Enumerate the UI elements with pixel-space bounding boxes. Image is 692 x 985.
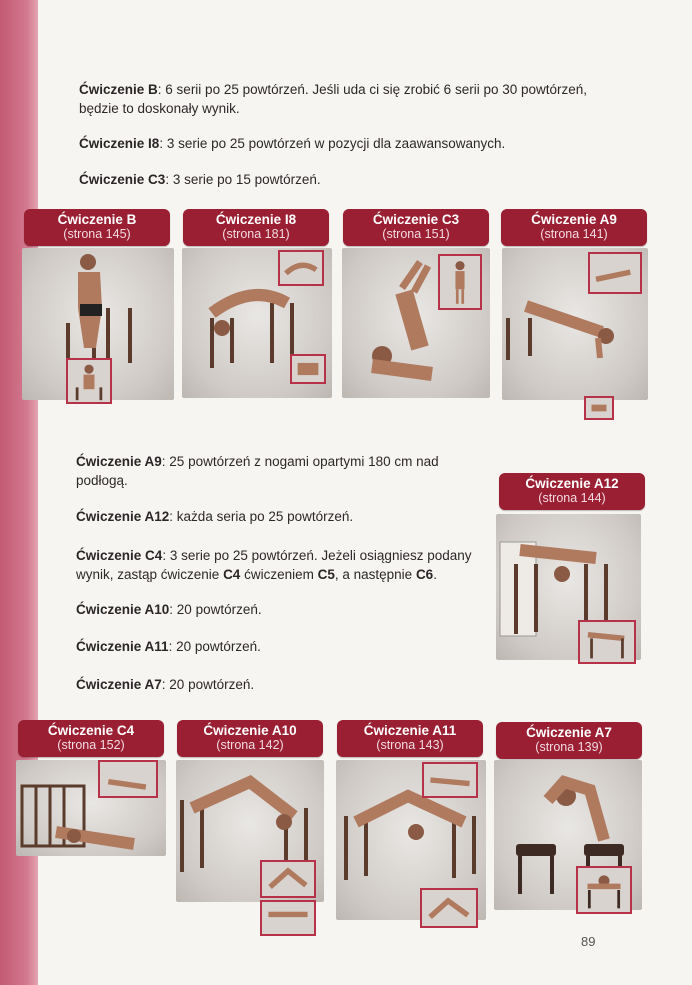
photo-inset — [260, 860, 316, 898]
badge-exercise-a9: Ćwiczenie A9 (strona 141) — [501, 209, 647, 246]
photo-exercise-a10 — [176, 760, 324, 902]
paragraph-exercise-c4: Ćwiczenie C4: 3 serie po 25 powtórzeń. Jeżeli osiągniesz podany wynik, zastąp ćwiczenie C4 ćwiczeniem C5, a następnie C6. — [76, 548, 472, 582]
photo-exercise-c3 — [342, 248, 490, 398]
badge-exercise-i8: Ćwiczenie I8 (strona 181) — [183, 209, 329, 246]
paragraph-exercise-i8: Ćwiczenie I8: 3 serie po 25 powtórzeń w pozycji dla zaawansowanych. — [79, 136, 506, 151]
paragraph-exercise-b: Ćwiczenie B: 6 serii po 25 powtórzeń. Jeśli uda ci się zrobić 6 serii po 30 powtórzeń, będzie to doskonały wynik. — [79, 82, 588, 116]
badge-exercise-a7: Ćwiczenie A7 (strona 139) — [496, 722, 642, 759]
paragraph-exercise-a12: Ćwiczenie A12: każda seria po 25 powtórzeń. — [76, 509, 354, 524]
badge-exercise-c3: Ćwiczenie C3 (strona 151) — [343, 209, 489, 246]
photo-exercise-i8 — [182, 248, 332, 398]
paragraph-exercise-c3: Ćwiczenie C3: 3 serie po 15 powtórzeń. — [79, 172, 321, 187]
photo-inset — [588, 252, 642, 294]
paragraph-exercise-a9: Ćwiczenie A9: 25 powtórzeń z nogami opartymi 180 cm nad podłogą. — [76, 454, 439, 488]
badge-exercise-a11: Ćwiczenie A11 (strona 143) — [337, 720, 483, 757]
photo-inset — [438, 254, 482, 310]
page-number: 89 — [581, 934, 596, 949]
photo-exercise-a11 — [336, 760, 486, 920]
paragraph-exercise-a7: Ćwiczenie A7: 20 powtórzeń. — [76, 677, 255, 692]
photo-inset — [260, 900, 316, 936]
paragraph-exercise-a11: Ćwiczenie A11: 20 powtórzeń. — [76, 639, 261, 654]
photo-inset — [422, 762, 478, 798]
photo-exercise-c4 — [16, 760, 166, 856]
badge-exercise-a10: Ćwiczenie A10 (strona 142) — [177, 720, 323, 757]
photo-inset — [98, 760, 158, 798]
photo-inset — [278, 250, 324, 286]
photo-inset — [420, 888, 478, 928]
photo-exercise-a9 — [502, 248, 648, 400]
photo-exercise-a7 — [494, 760, 642, 910]
photo-inset — [290, 354, 326, 384]
paragraph-exercise-a10: Ćwiczenie A10: 20 powtórzeń. — [76, 602, 262, 617]
photo-exercise-b — [22, 248, 174, 400]
photo-exercise-a12 — [496, 514, 641, 660]
badge-exercise-c4: Ćwiczenie C4 (strona 152) — [18, 720, 164, 757]
photo-inset — [578, 620, 636, 664]
photo-inset — [66, 358, 112, 404]
badge-exercise-b: Ćwiczenie B (strona 145) — [24, 209, 170, 246]
photo-inset — [576, 866, 632, 914]
photo-inset — [584, 396, 614, 420]
badge-exercise-a12: Ćwiczenie A12 (strona 144) — [499, 473, 645, 510]
